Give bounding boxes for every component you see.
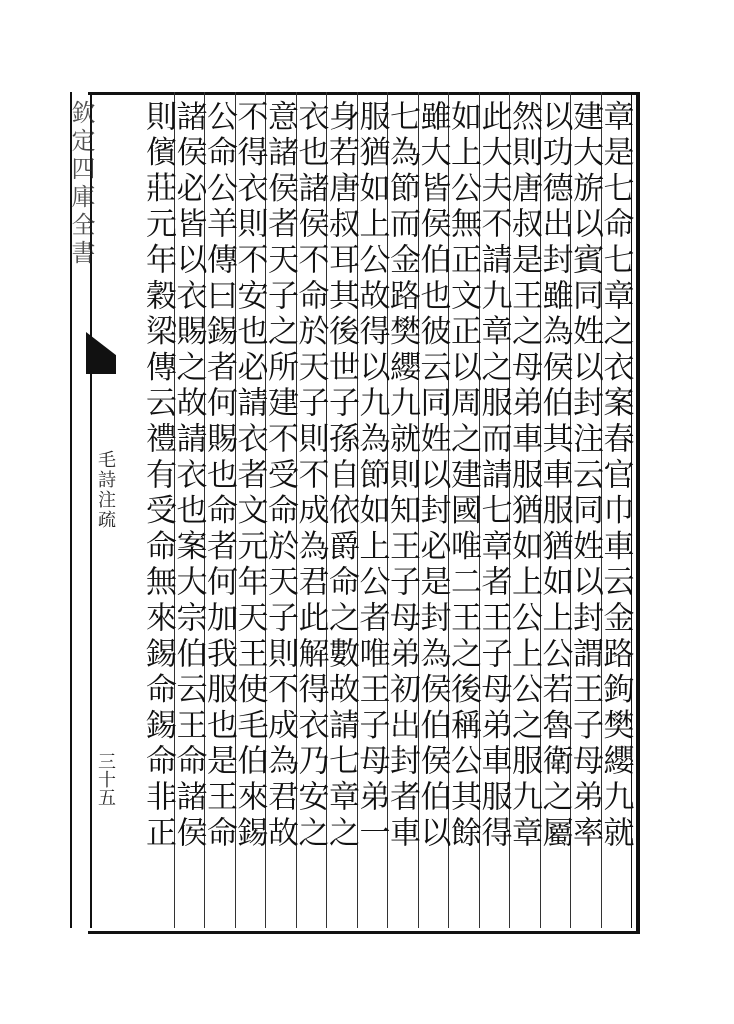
- text-column: 諸侯必皆以衣賜之故請衣也案大宗伯云王命諸侯: [170, 100, 207, 852]
- text-column: 以功德出封雖為侯伯其車服猶如上公若魯衛之屬: [536, 100, 573, 852]
- page-number: 三十五: [95, 752, 116, 806]
- section-label: 毛詩注疏: [95, 450, 116, 530]
- text-column: 公命公羊傳曰錫者何賜也命者何加我服也是王命: [201, 100, 237, 852]
- text-column: 然則唐叔是王之母弟車服猶如上公上公之服九章: [506, 100, 542, 852]
- text-column: 身若唐叔耳其後世子孫自依爵命之數故請七章之: [323, 100, 359, 852]
- text-column: 不得衣則不安也必請衣者文元年天王使毛伯來錫: [231, 100, 268, 852]
- text-column: 此大夫不請九章之服而請七章者王子母弟車服得: [475, 100, 512, 852]
- fold-title: 欽定四庫全書: [67, 100, 95, 268]
- text-column: 七為節而金路樊纓九就則知王子母弟初出封者車: [384, 100, 420, 852]
- text-column: 衣也諸侯不命於天子則不成為君此解得衣乃安之: [292, 100, 329, 852]
- text-column: 意諸侯者天子之所建不受命於天子則不成為君故: [262, 100, 298, 852]
- text-column: 服猶如上公故得以九為節如上公者唯王子母弟一: [353, 100, 390, 852]
- text-column: 則儐莊元年穀梁傳云禮有受命無來錫命錫命非正: [140, 100, 176, 852]
- text-column: 雖大皆侯伯也彼云同姓以封必是封為侯伯侯伯以: [414, 100, 451, 852]
- text-column: 章是七命七章之衣案春官巾車云金路鉤樊纓九就: [597, 100, 634, 852]
- text-column: 如上公無正文正以周之建國唯二王之後稱公其餘: [445, 100, 481, 852]
- text-column: 建大旂以賓同姓以封注云同姓以封謂王子母弟率: [567, 100, 603, 852]
